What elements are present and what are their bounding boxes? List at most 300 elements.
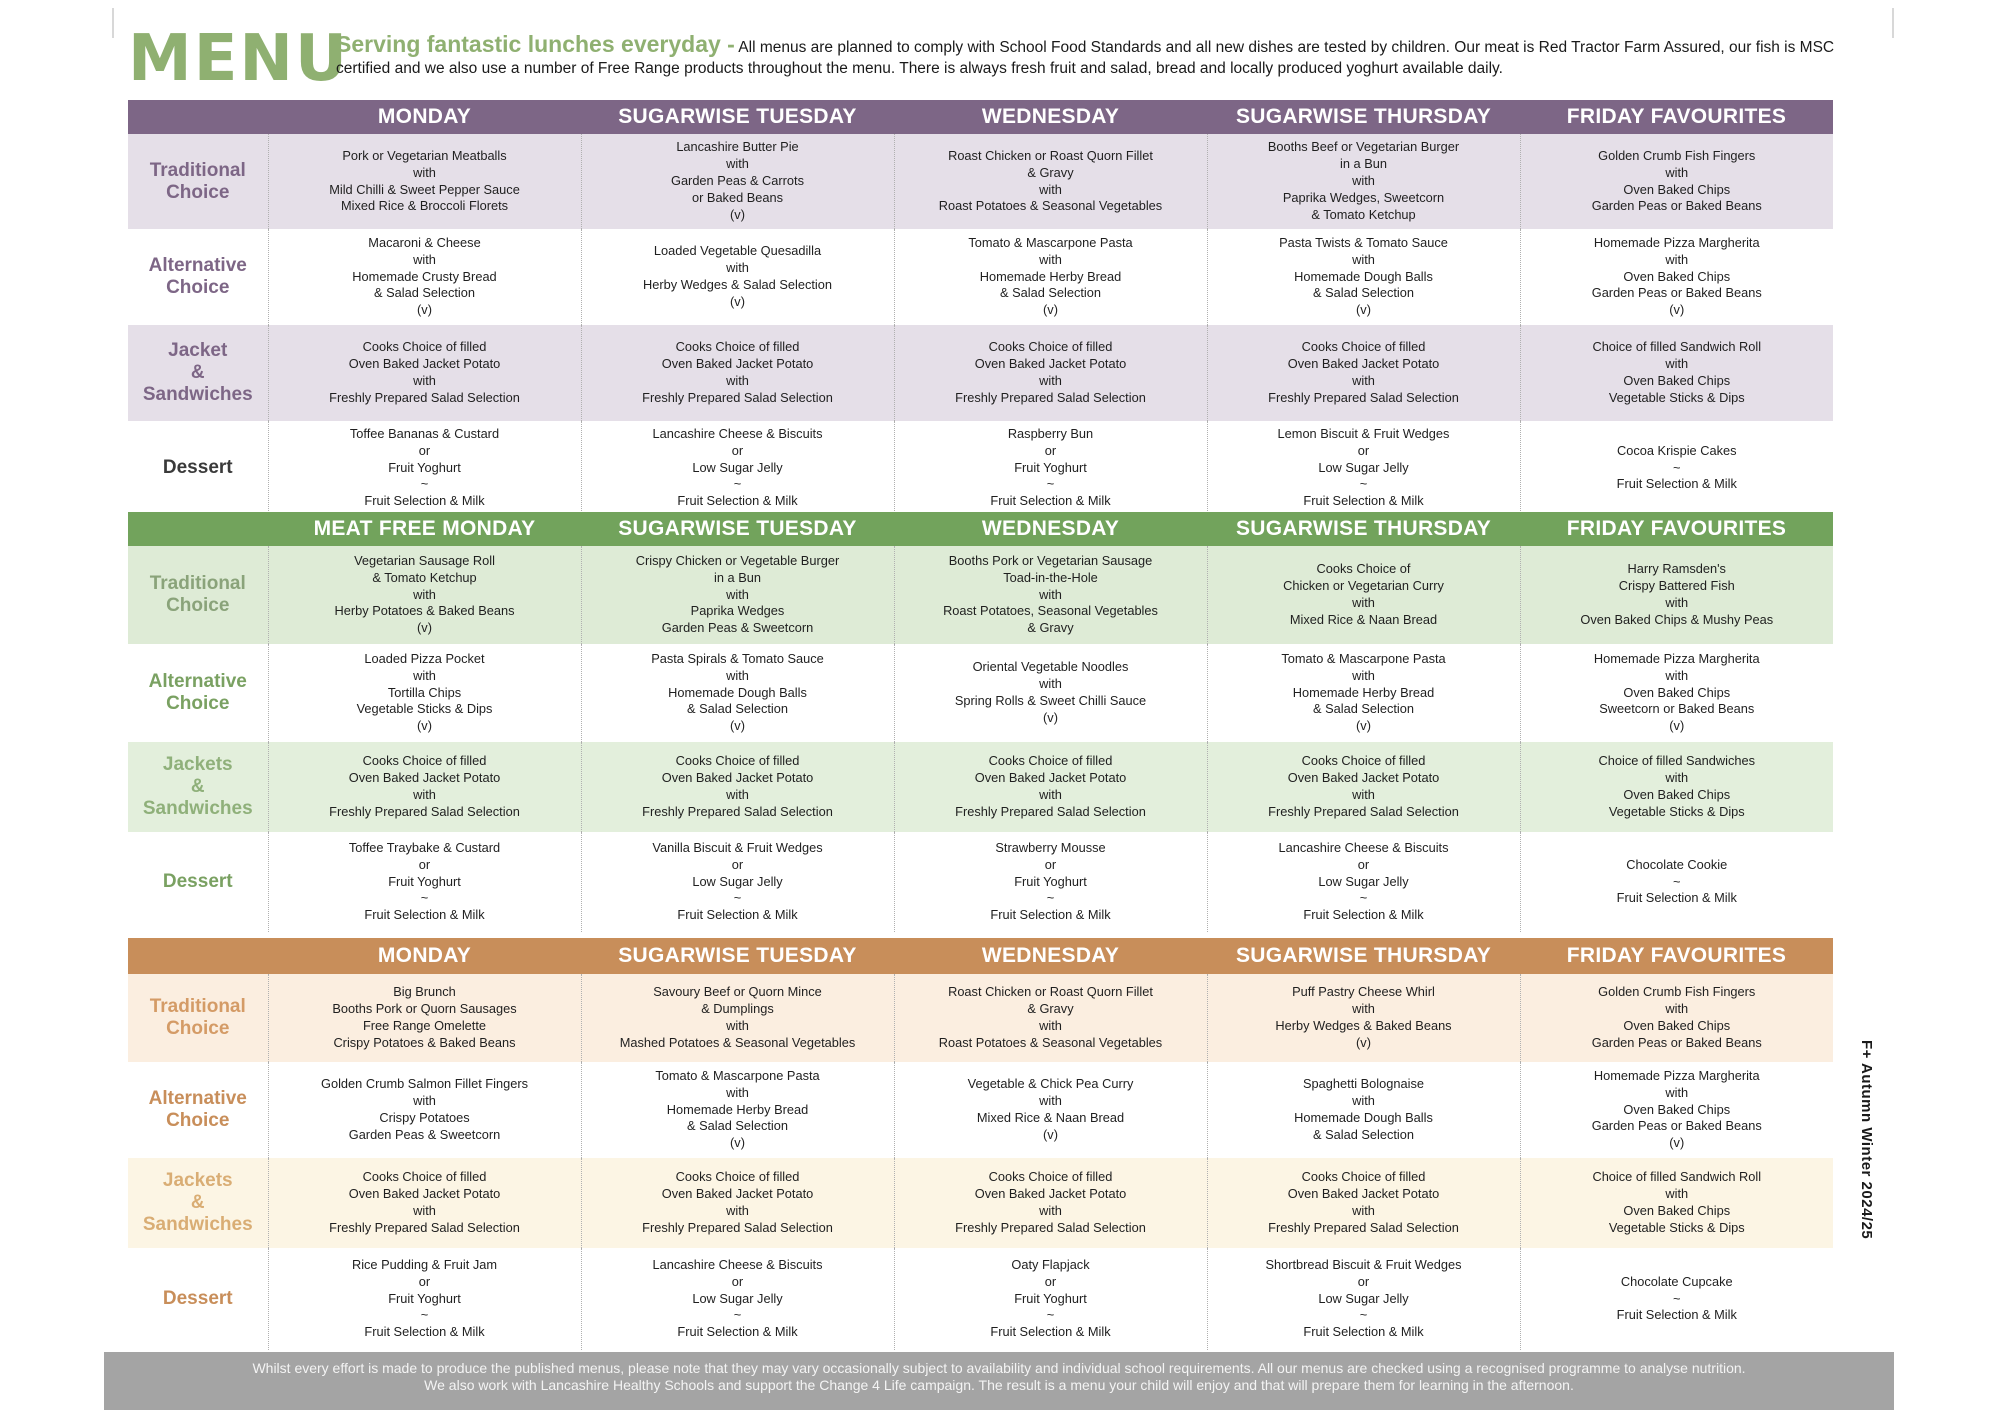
dish-line: Puff Pastry Cheese Whirl <box>1292 984 1435 1000</box>
menu-row <box>128 546 1833 644</box>
menu-row <box>128 832 1833 932</box>
dish-line: or <box>731 856 744 872</box>
day-header: WEDNESDAY <box>981 105 1120 128</box>
menu-cell <box>894 421 1207 515</box>
dish-line: in a Bun <box>714 569 761 585</box>
dish-line: Mixed Rice & Naan Bread <box>1289 611 1438 627</box>
dish-line: & Dumplings <box>701 1001 774 1017</box>
menu-cell <box>1207 742 1520 832</box>
dish-line: Oven Baked Chips <box>1623 1203 1731 1218</box>
dish-line: with <box>1352 373 1375 388</box>
dish-line: Oven Baked Chips <box>1623 373 1731 388</box>
dish-line: & Salad Selection <box>373 285 476 301</box>
menu-cell <box>268 1158 581 1248</box>
dish-line: with <box>1039 251 1062 267</box>
dish-line: ~ <box>420 890 429 906</box>
dish-line: Oriental Vegetable Noodles <box>972 659 1129 675</box>
dish-line: Oven Baked Jacket Potato <box>1287 770 1440 786</box>
dish-line: Freshly Prepared Salad Selection <box>329 803 520 819</box>
footer-line-1: Whilst every effort is made to produce the published menus, please note that they may vary occasionally subject to availability and individual school requirements. All our menus are checked using a recognised programme to analyse nutrition. <box>252 1360 1746 1376</box>
menu-cell <box>268 1062 581 1158</box>
menu-cell <box>1207 974 1520 1062</box>
menu-cell <box>894 644 1207 742</box>
menu-cell <box>894 1158 1207 1248</box>
dish-line: Fruit Selection & Milk <box>1616 890 1737 906</box>
menu-cell <box>268 832 581 932</box>
menu-row <box>128 1062 1833 1158</box>
dish-line: (v) <box>417 718 432 734</box>
dish-line: & Salad Selection <box>999 285 1102 301</box>
day-header: SUGARWISE THURSDAY <box>1235 944 1492 967</box>
dish-line: Oven Baked Chips <box>1623 181 1731 197</box>
dish-line: (v) <box>730 1135 745 1151</box>
dish-line: Golden Crumb Fish Fingers <box>1598 147 1756 163</box>
dish-line: ~ <box>1673 459 1681 475</box>
dish-line: ~ <box>733 476 742 492</box>
dish-line: (v) <box>730 718 745 734</box>
row-label-line: Sandwiches <box>142 384 253 405</box>
dish-line: & Tomato Ketchup <box>1311 206 1416 222</box>
row-label-line: Choice <box>166 1018 230 1039</box>
dish-line: or <box>1357 856 1370 872</box>
dish-line: Mixed Rice & Naan Bread <box>976 1110 1125 1125</box>
dish-line: ~ <box>1359 476 1368 492</box>
dish-line: Oven Baked Jacket Potato <box>348 1186 501 1202</box>
dish-line: ~ <box>1046 890 1055 906</box>
dish-line: with <box>1352 1093 1375 1109</box>
dish-line: with <box>1039 1018 1062 1033</box>
dish-line: Cooks Choice of filled <box>362 753 487 769</box>
dish-line: (v) <box>417 620 432 636</box>
row-label-line: Traditional <box>149 996 246 1017</box>
dish-line: (v) <box>1043 709 1058 725</box>
dish-line: Golden Crumb Fish Fingers <box>1598 984 1756 1000</box>
dish-line: Fruit Selection & Milk <box>1616 1307 1737 1323</box>
row-label-line: Jackets <box>162 1170 233 1191</box>
menu-cell <box>581 134 894 229</box>
week-2-menu-table <box>128 512 1833 932</box>
dish-line: or <box>1357 442 1370 458</box>
tagline: Serving fantastic lunches everyday - <box>336 31 735 57</box>
menu-cell <box>581 229 894 325</box>
day-header: WEDNESDAY <box>981 944 1120 967</box>
menu-cell <box>581 546 894 644</box>
dish-line: Fruit Selection & Milk <box>364 493 485 509</box>
dish-line: Cooks Choice of filled <box>1301 339 1426 355</box>
menu-logo: MENU <box>128 22 349 96</box>
dish-line: Booths Pork or Quorn Sausages <box>332 1001 517 1017</box>
day-header: SUGARWISE THURSDAY <box>1235 105 1492 128</box>
dish-line: with <box>1352 595 1375 610</box>
dish-line: Freshly Prepared Salad Selection <box>1268 1219 1459 1235</box>
dish-line: Herby Wedges & Salad Selection <box>643 277 832 292</box>
dish-line: Fruit Yoghurt <box>388 459 461 475</box>
day-header: SUGARWISE THURSDAY <box>1235 517 1492 540</box>
row-label-line: Dessert <box>162 457 233 478</box>
dish-line: or <box>731 442 744 458</box>
dish-line: with <box>1665 1186 1689 1202</box>
row-label <box>128 1062 268 1158</box>
row-label <box>128 229 268 325</box>
dish-line: Chocolate Cookie <box>1626 856 1728 872</box>
dish-line: Oven Baked Chips <box>1623 787 1731 802</box>
dish-line: Loaded Pizza Pocket <box>364 650 485 666</box>
dish-line: Roast Potatoes & Seasonal Vegetables <box>938 1034 1163 1050</box>
dish-line: Freshly Prepared Salad Selection <box>955 1219 1146 1235</box>
dish-line: with <box>1039 586 1062 602</box>
menu-cell <box>1520 1158 1833 1248</box>
dish-line: Crispy Potatoes & Baked Beans <box>333 1034 516 1050</box>
row-label-line: Choice <box>166 693 230 714</box>
dish-line: & Gravy <box>1027 620 1074 636</box>
menu-cell <box>1207 546 1520 644</box>
menu-cell <box>1207 229 1520 325</box>
dish-line: Vegetable & Chick Pea Curry <box>967 1076 1134 1092</box>
menu-cell <box>1207 421 1520 515</box>
dish-line: Freshly Prepared Salad Selection <box>955 389 1146 405</box>
menu-row <box>128 421 1833 515</box>
dish-line: Freshly Prepared Salad Selection <box>642 1219 833 1235</box>
dish-line: & Gravy <box>1027 1001 1074 1017</box>
menu-cell <box>268 546 581 644</box>
dish-line: Low Sugar Jelly <box>1318 873 1409 889</box>
menu-cell <box>894 229 1207 325</box>
dish-line: Vegetable Sticks & Dips <box>1608 389 1745 405</box>
dish-line: Cooks Choice of filled <box>988 1169 1113 1185</box>
day-header: FRIDAY FAVOURITES <box>1566 517 1787 540</box>
menu-cell <box>894 974 1207 1062</box>
dish-line: with <box>726 260 749 276</box>
dish-line: Fruit Selection & Milk <box>1303 907 1424 923</box>
dish-line: Lancashire Butter Pie <box>676 139 799 155</box>
dish-line: with <box>413 164 436 180</box>
dish-line: Rice Pudding & Fruit Jam <box>351 1256 498 1272</box>
dish-line: Crispy Battered Fish <box>1618 578 1735 594</box>
dish-line: Cooks Choice of filled <box>1301 1169 1426 1185</box>
dish-line: (v) <box>1356 302 1371 318</box>
dish-line: Chicken or Vegetarian Curry <box>1283 578 1444 594</box>
row-label-line: & <box>190 1192 205 1213</box>
row-label-line: Choice <box>166 181 230 203</box>
dish-line: Homemade Herby Bread <box>979 268 1122 284</box>
menu-cell <box>894 1062 1207 1158</box>
dish-line: ~ <box>733 890 742 906</box>
dish-line: Free Range Omelette <box>362 1018 487 1033</box>
dish-line: Freshly Prepared Salad Selection <box>642 389 833 405</box>
dish-line: (v) <box>1669 302 1685 318</box>
dish-line: Homemade Crusty Bread <box>352 268 497 284</box>
dish-line: Savoury Beef or Quorn Mince <box>653 984 822 1000</box>
scan-edge-left <box>112 8 114 38</box>
dish-line: Roast Chicken or Roast Quorn Fillet <box>948 147 1153 163</box>
menu-cell <box>1520 325 1833 421</box>
dish-line: Cooks Choice of filled <box>675 339 800 355</box>
row-label <box>128 644 268 742</box>
dish-line: Fruit Selection & Milk <box>677 1324 798 1340</box>
dish-line: Garden Peas & Sweetcorn <box>348 1126 501 1142</box>
dish-line: Spring Rolls & Sweet Chilli Sauce <box>954 693 1147 708</box>
menu-cell <box>581 1248 894 1350</box>
dish-line: Lancashire Cheese & Biscuits <box>1278 839 1449 855</box>
dish-line: with <box>726 586 749 602</box>
dish-line: Garden Peas or Baked Beans <box>1591 198 1762 214</box>
day-header: SUGARWISE TUESDAY <box>618 944 857 967</box>
menu-cell <box>894 546 1207 644</box>
header-corner <box>128 938 268 974</box>
row-label-line: Sandwiches <box>142 798 253 819</box>
dish-line: Tortilla Chips <box>387 684 462 700</box>
dish-line: ~ <box>1673 1290 1681 1306</box>
dish-line: & Salad Selection <box>1312 701 1415 717</box>
dish-line: Oven Baked Chips <box>1623 1018 1731 1033</box>
dish-line: (v) <box>730 206 745 222</box>
row-label <box>128 974 268 1062</box>
dish-line: (v) <box>1043 302 1058 318</box>
dish-line: & Salad Selection <box>1312 285 1415 301</box>
dish-line: Fruit Selection & Milk <box>990 1324 1111 1340</box>
row-label-line: Alternative <box>148 1088 247 1109</box>
dish-line: with <box>1039 787 1062 802</box>
dish-line: with <box>1039 181 1062 197</box>
dish-line: with <box>1352 1001 1375 1017</box>
row-label <box>128 1248 268 1350</box>
dish-line: with <box>726 787 749 802</box>
dish-line: Lancashire Cheese & Biscuits <box>652 425 823 441</box>
dish-line: Big Brunch <box>393 984 456 1000</box>
dish-line: Oven Baked Jacket Potato <box>348 770 501 786</box>
dish-line: (v) <box>1669 1135 1685 1151</box>
dish-line: Paprika Wedges, Sweetcorn <box>1282 189 1445 205</box>
dish-line: Mashed Potatoes & Seasonal Vegetables <box>619 1034 856 1050</box>
dish-line: ~ <box>1046 1307 1055 1323</box>
menu-cell <box>894 325 1207 421</box>
dish-line: or Baked Beans <box>691 189 784 205</box>
dish-line: Cooks Choice of filled <box>988 753 1113 769</box>
menu-cell <box>268 742 581 832</box>
dish-line: Garden Peas or Baked Beans <box>1591 1118 1762 1134</box>
dish-line: ~ <box>1359 1307 1368 1323</box>
dish-line: with <box>1665 595 1689 610</box>
dish-line: Freshly Prepared Salad Selection <box>1268 389 1459 405</box>
menu-cell <box>1520 742 1833 832</box>
dish-line: Fruit Yoghurt <box>1014 1290 1087 1306</box>
day-header: MONDAY <box>377 105 472 128</box>
menu-cell <box>1207 644 1520 742</box>
dish-line: ~ <box>733 1307 742 1323</box>
menu-cell <box>1520 421 1833 515</box>
row-label-line: Jacket <box>168 340 228 361</box>
dish-line: Fruit Selection & Milk <box>1616 476 1737 492</box>
dish-line: ~ <box>420 1307 429 1323</box>
menu-cell <box>581 421 894 515</box>
dish-line: with <box>413 1203 436 1218</box>
row-label-line: & <box>190 776 205 797</box>
dish-line: Lemon Biscuit & Fruit Wedges <box>1277 425 1450 441</box>
dish-line: Oven Baked Jacket Potato <box>1287 356 1440 372</box>
menu-cell <box>268 325 581 421</box>
dish-line: Choice of filled Sandwich Roll <box>1592 1169 1762 1185</box>
dish-line: Cooks Choice of filled <box>988 339 1113 355</box>
menu-cell <box>268 134 581 229</box>
dish-line: with <box>1039 373 1062 388</box>
row-label-line: Dessert <box>162 1288 233 1309</box>
dish-line: Fruit Selection & Milk <box>364 907 485 923</box>
dish-line: Spaghetti Bolognaise <box>1303 1076 1424 1092</box>
menu-row <box>128 134 1833 229</box>
menu-cell <box>581 974 894 1062</box>
dish-line: with <box>413 787 436 802</box>
dish-line: Oven Baked Chips <box>1623 684 1731 700</box>
row-label <box>128 832 268 932</box>
dish-line: ~ <box>1046 476 1055 492</box>
dish-line: Fruit Yoghurt <box>388 1290 461 1306</box>
menu-cell <box>894 832 1207 932</box>
dish-line: Cooks Choice of filled <box>675 753 800 769</box>
dish-line: with <box>413 586 436 602</box>
dish-line: Chocolate Cupcake <box>1620 1273 1733 1289</box>
dish-line: Raspberry Bun <box>1007 425 1094 441</box>
dish-line: Crispy Chicken or Vegetable Burger <box>635 552 840 568</box>
dish-line: Harry Ramsden's <box>1627 561 1726 577</box>
dish-line: Fruit Selection & Milk <box>990 907 1111 923</box>
dish-line: Vegetarian Sausage Roll <box>354 552 495 568</box>
dish-line: Fruit Selection & Milk <box>677 493 798 509</box>
dish-line: with <box>1352 667 1375 683</box>
dish-line: with <box>1665 1001 1689 1017</box>
menu-cell <box>894 134 1207 229</box>
dish-line: Oven Baked Jacket Potato <box>1287 1186 1440 1202</box>
dish-line: Oven Baked Jacket Potato <box>348 356 501 372</box>
menu-cell <box>268 229 581 325</box>
dish-line: Oven Baked Jacket Potato <box>661 770 814 786</box>
menu-cell <box>1207 1062 1520 1158</box>
row-label-line: Jackets <box>162 754 233 775</box>
day-header: MONDAY <box>377 944 472 967</box>
dish-line: with <box>726 156 749 172</box>
dish-line: Mild Chilli & Sweet Pepper Sauce <box>329 181 520 197</box>
dish-line: ~ <box>1673 873 1681 889</box>
row-label-line: Dessert <box>162 871 233 892</box>
menu-cell <box>581 742 894 832</box>
dish-line: Golden Crumb Salmon Fillet Fingers <box>321 1076 528 1092</box>
dish-line: with <box>1352 787 1375 802</box>
dish-line: Garden Peas & Carrots <box>670 173 804 189</box>
row-label-line: Choice <box>166 1110 230 1131</box>
dish-line: Booths Beef or Vegetarian Burger <box>1267 139 1460 155</box>
dish-line: Vanilla Biscuit & Fruit Wedges <box>652 839 823 855</box>
dish-line: (v) <box>730 293 745 309</box>
day-header: MEAT FREE MONDAY <box>313 517 536 540</box>
menu-row <box>128 742 1833 832</box>
dish-line: & Salad Selection <box>1312 1126 1415 1142</box>
dish-line: or <box>1044 442 1057 458</box>
dish-line: Strawberry Mousse <box>995 839 1106 855</box>
dish-line: with <box>1039 676 1062 692</box>
dish-line: Choice of filled Sandwiches <box>1598 753 1755 769</box>
menu-cell <box>1520 644 1833 742</box>
menu-cell <box>268 644 581 742</box>
dish-line: ~ <box>420 476 429 492</box>
dish-line: Cooks Choice of filled <box>362 339 487 355</box>
dish-line: or <box>731 1273 744 1289</box>
row-label-line: Traditional <box>149 159 246 181</box>
menu-row <box>128 974 1833 1062</box>
dish-line: Cocoa Krispie Cakes <box>1617 442 1737 458</box>
menu-cell <box>1520 546 1833 644</box>
menu-row <box>128 229 1833 325</box>
menu-row <box>128 1158 1833 1248</box>
row-label <box>128 134 268 229</box>
row-label <box>128 421 268 515</box>
scan-edge-right <box>1892 8 1894 38</box>
dish-line: with <box>1665 164 1689 180</box>
dish-line: Tomato & Mascarpone Pasta <box>1281 650 1446 666</box>
dish-line: or <box>418 442 431 458</box>
menu-cell <box>1520 832 1833 932</box>
menu-cell <box>1520 974 1833 1062</box>
row-label-line: & <box>190 362 205 383</box>
dish-line: with <box>726 1203 749 1218</box>
dish-line: Freshly Prepared Salad Selection <box>642 803 833 819</box>
dish-line: with <box>1665 667 1689 683</box>
day-header: WEDNESDAY <box>981 517 1120 540</box>
dish-line: Low Sugar Jelly <box>1318 1290 1409 1306</box>
menu-cell <box>1520 1248 1833 1350</box>
footer-line-2: We also work with Lancashire Healthy Schools and support the Change 4 Life campaign. The result is a menu your child will enjoy and that will prepare them for learning in the afternoon. <box>424 1377 1574 1393</box>
dish-line: with <box>413 667 436 683</box>
dish-line: & Salad Selection <box>686 701 789 717</box>
dish-line: with <box>1039 1203 1062 1218</box>
header-corner <box>128 100 268 134</box>
dish-line: Toffee Traybake & Custard <box>348 839 501 855</box>
dish-line: with <box>413 373 436 388</box>
dish-line: Fruit Yoghurt <box>1014 873 1087 889</box>
dish-line: Fruit Yoghurt <box>388 873 461 889</box>
dish-line: Toad-in-the-Hole <box>1003 569 1098 585</box>
dish-line: with <box>413 1093 436 1109</box>
menu-cell <box>1207 1248 1520 1350</box>
dish-line: Homemade Herby Bread <box>1292 684 1435 700</box>
dish-line: with <box>1665 251 1689 267</box>
dish-line: Roast Potatoes & Seasonal Vegetables <box>938 198 1163 214</box>
dish-line: Fruit Selection & Milk <box>1303 1324 1424 1340</box>
row-label-line: Choice <box>166 277 230 298</box>
dish-line: or <box>1044 1273 1057 1289</box>
dish-line: Cooks Choice of filled <box>362 1169 487 1185</box>
menu-cell <box>1207 325 1520 421</box>
dish-line: (v) <box>417 302 432 318</box>
dish-line: with <box>1039 1093 1062 1109</box>
row-label <box>128 325 268 421</box>
dish-line: Garden Peas or Baked Beans <box>1591 1034 1762 1050</box>
dish-line: (v) <box>1043 1126 1058 1142</box>
dish-line: Vegetable Sticks & Dips <box>1608 1219 1745 1235</box>
intro-text <box>336 31 1836 79</box>
dish-line: Oven Baked Jacket Potato <box>974 356 1127 372</box>
dish-line: Homemade Pizza Margherita <box>1593 650 1760 666</box>
dish-line: Fruit Selection & Milk <box>1303 493 1424 509</box>
dish-line: Homemade Dough Balls <box>1294 268 1433 284</box>
dish-line: with <box>1352 173 1375 189</box>
dish-line: Booths Pork or Vegetarian Sausage <box>948 552 1153 568</box>
dish-line: Fruit Selection & Milk <box>364 1324 485 1340</box>
dish-line: or <box>418 856 431 872</box>
day-header: SUGARWISE TUESDAY <box>618 105 857 128</box>
dish-line: & Tomato Ketchup <box>372 569 477 585</box>
dish-line: Mixed Rice & Broccoli Florets <box>340 198 509 214</box>
dish-line: Freshly Prepared Salad Selection <box>1268 803 1459 819</box>
menu-cell <box>268 1248 581 1350</box>
